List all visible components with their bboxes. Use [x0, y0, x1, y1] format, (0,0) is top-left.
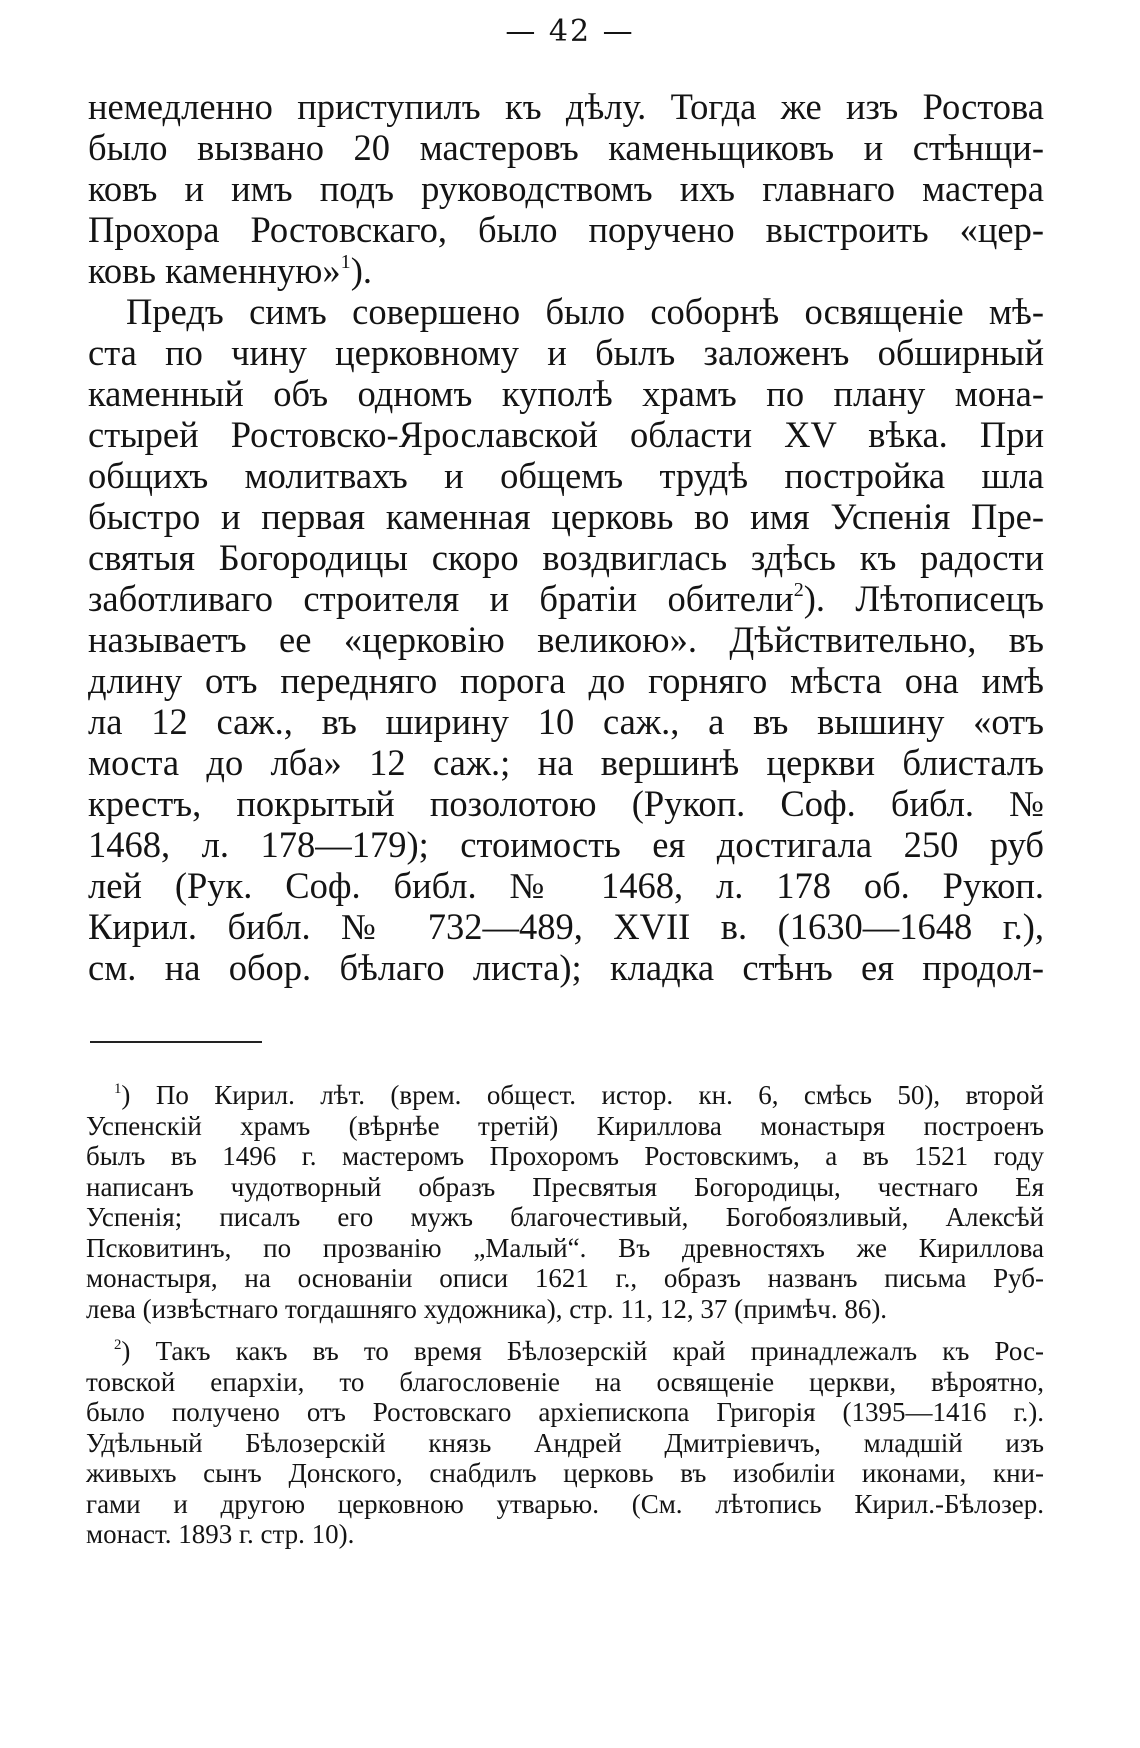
- text-line: [88, 250, 1044, 291]
- text-line: было вызвано 20 мастеровъ каменьщиковъ и стѣнщи-: [88, 127, 1044, 168]
- footnote-2-line: [86, 1336, 1044, 1367]
- text-line: [88, 578, 1044, 619]
- footnote-1-line: написанъ чудотворный образъ Пресвятыя Богородицы, честнаго Ея: [86, 1171, 1044, 1202]
- footnotes: [86, 1080, 1044, 1550]
- text-line: каменный объ одномъ куполѣ храмъ по плану мона-: [88, 373, 1044, 414]
- footnote-2-line: гами и другою церковною утварью. (См. лѣтопись Кирил.-Бѣлозер.: [86, 1488, 1044, 1519]
- footnote-1-line: былъ въ 1496 г. мастеромъ Прохоромъ Ростовскимъ, а въ 1521 году: [86, 1141, 1044, 1171]
- main-text: [88, 86, 1044, 988]
- text-line: Кирил. библ. № 732—489, XVII в. (1630—1648 г.),: [88, 906, 1044, 947]
- text-line: немедленно приступилъ къ дѣлу. Тогда же изъ Ростова: [88, 86, 1044, 127]
- text-line: Предъ симъ совершено было соборнѣ освященіе мѣ-: [126, 291, 1044, 332]
- text-fragment: ) Такъ какъ въ то время Бѣлозерскій край принадлежалъ къ Рос-: [121, 1336, 1044, 1366]
- footnote-ref-2[interactable]: 2: [793, 578, 804, 601]
- text-line: 1468, л. 178—179); стоимость ея достигала 250 руб: [88, 824, 1044, 865]
- footnote-1-line: лева (извѣстнаго тогдашняго художника), стр. 11, 12, 37 (примѣч. 86).: [86, 1293, 888, 1324]
- footnote-2-line: товской епархіи, то благословеніе на освященіе церкви, вѣроятно,: [86, 1366, 1044, 1397]
- text-line: называетъ ее «церковію великою». Дѣйствительно, въ: [88, 619, 1044, 660]
- footnote-2-line: было получено отъ Ростовскаго архіепископа Григорія (1395—1416 г.).: [86, 1397, 1044, 1427]
- text-line: святыя Богородицы скоро воздвиглась здѣсь къ радости: [88, 537, 1044, 578]
- text-line: лей (Рук. Соф. библ. № 1468, л. 178 об. Рукоп.: [88, 865, 1044, 906]
- footnote-separator: [90, 1041, 262, 1043]
- footnote-1-line: монастыря, на основаніи описи 1621 г., образъ названъ письма Руб-: [86, 1263, 1044, 1293]
- footnote-1-marker: 1: [114, 1080, 122, 1097]
- text-fragment: ). Лѣтописецъ: [803, 578, 1044, 619]
- text-line: быстро и первая каменная церковь во имя Успенія Пре-: [88, 496, 1044, 537]
- text-fragment: ковь каменную»: [88, 250, 341, 291]
- text-line: Прохора Ростовскаго, было поручено выстроить «цер-: [88, 209, 1044, 250]
- footnote-ref-1[interactable]: 1: [340, 250, 351, 273]
- text-line: стырей Ростовско-Ярославской области XV вѣка. При: [88, 414, 1044, 455]
- text-line: см. на обор. бѣлаго листа); кладка стѣнъ ея продол-: [88, 947, 1044, 988]
- footnote-1-line: Псковитинъ, по прозванію „Малый“. Въ древностяхъ же Кириллова: [86, 1232, 1044, 1263]
- text-fragment: ) По Кирил. лѣт. (врем. общест. истор. кн. 6, смѣсь 50), второй: [121, 1080, 1044, 1110]
- page-number: — 42 —: [505, 14, 635, 49]
- text-line: ковъ и имъ подъ руководствомъ ихъ главнаго мастера: [88, 168, 1044, 209]
- footnote-2-line: живыхъ сынъ Донского, снабдилъ церковь въ изобиліи иконами, кни-: [86, 1458, 1044, 1488]
- footnote-2-line: монаст. 1893 г. стр. 10).: [86, 1519, 355, 1549]
- text-fragment: ).: [350, 250, 372, 291]
- text-line: моста до лба» 12 саж.; на вершинѣ церкви блисталъ: [88, 742, 1044, 783]
- footnote-1-line: Успенія; писалъ его мужъ благочестивый, Богобоязливый, Алексѣй: [86, 1202, 1044, 1232]
- text-fragment: заботливаго строителя и братіи обители: [88, 578, 794, 619]
- text-line: длину отъ передняго порога до горняго мѣста она имѣ: [88, 660, 1044, 701]
- text-line: крестъ, покрытый позолотою (Рукоп. Соф. библ. №: [88, 783, 1044, 824]
- footnote-2-marker: 2: [114, 1336, 122, 1353]
- footnote-spacer: [86, 1324, 1044, 1336]
- text-line: общихъ молитвахъ и общемъ трудѣ постройка шла: [88, 455, 1044, 496]
- footnote-1-line: Успенскій храмъ (вѣрнѣе третій) Кириллова монастыря построенъ: [86, 1110, 1044, 1141]
- footnote-2-line: Удѣльный Бѣлозерскій князь Андрей Дмитріевичъ, младшій изъ: [86, 1427, 1044, 1458]
- text-line: ста по чину церковному и былъ заложенъ обширный: [88, 332, 1044, 373]
- text-line: ла 12 саж., въ ширину 10 саж., а въ вышину «отъ: [88, 701, 1044, 742]
- footnote-1-line: [86, 1080, 1044, 1111]
